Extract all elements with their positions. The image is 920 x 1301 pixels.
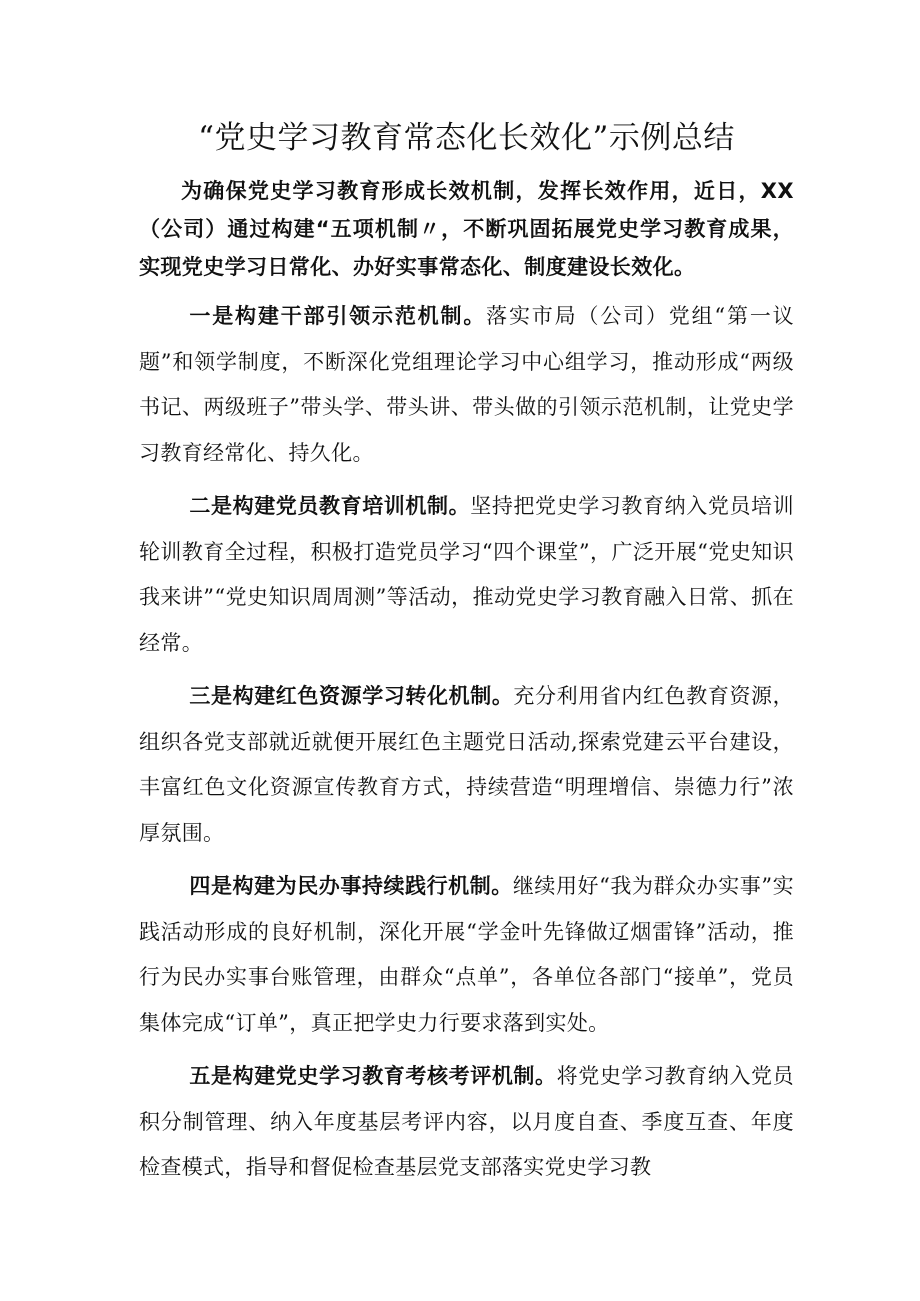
paragraph-4-lead: 四是构建为民办事持续践行机制。 [189,874,513,898]
paragraph-2-body: 坚持把党史学习教育纳入党员培训轮训教育全过程，积极打造党员学习“四个课堂”，广泛开展“党史知识我来讲”“党史知识周周测”等活动，推动党史学习教育融入日常、抓在经常。 [139,494,794,655]
paragraph-5-body: 将党史学习教育纳入党员积分制管理、纳入年度基层考评内容，以月度自查、季度互查、年度检查模式，指导和督促检查基层党支部落实党史学习教 [139,1064,794,1179]
paragraph-5 [139,1054,794,1191]
paragraph-1-lead: 一是构建干部引领示范机制。 [189,304,487,328]
paragraph-3-body: 充分利用省内红色教育资源，组织各党支部就近就便开展红色主题党日活动,探索党建云平台建设，丰富红色文化资源宣传教育方式，持续营造“明理增信、崇德力行”浓厚氛围。 [139,684,794,845]
paragraph-3 [139,674,794,856]
paragraph-4 [139,864,794,1046]
document-body [139,118,794,1191]
paragraph-1-body: 落实市局（公司）党组“第一议题”和领学制度，不断深化党组理论学习中心组学习，推动形成“两级书记、两级班子”带头学、带头讲、带头做的引领示范机制，让党史学习教育经常化、持久化。 [139,304,794,465]
paragraph-3-lead: 三是构建红色资源学习转化机制。 [189,684,514,708]
paragraph-1 [139,294,794,476]
paragraph-2 [139,484,794,666]
paragraph-4-body: 继续用好“我为群众办实事”实践活动形成的良好机制，深化开展“学金叶先锋做辽烟雷锋”活动，推行为民办实事台账管理，由群众“点单”，各单位各部门“接单”，党员集体完成“订单”，真正把学史力行要求落到实处。 [139,874,795,1035]
document-title: “党史学习教育常态化长效化”示例总结 [198,120,735,156]
paragraph-5-lead: 五是构建党史学习教育考核考评机制。 [189,1064,557,1088]
paragraph-2-lead: 二是构建党员教育培训机制。 [189,494,471,518]
intro-paragraph: 为确保党史学习教育形成长效机制，发挥长效作用，近日，XX（公司）通过构建“五项机制〃，不断巩固拓展党史学习教育成果，实现党史学习日常化、办好实事常态化、制度建设长效化。 [139,179,794,279]
